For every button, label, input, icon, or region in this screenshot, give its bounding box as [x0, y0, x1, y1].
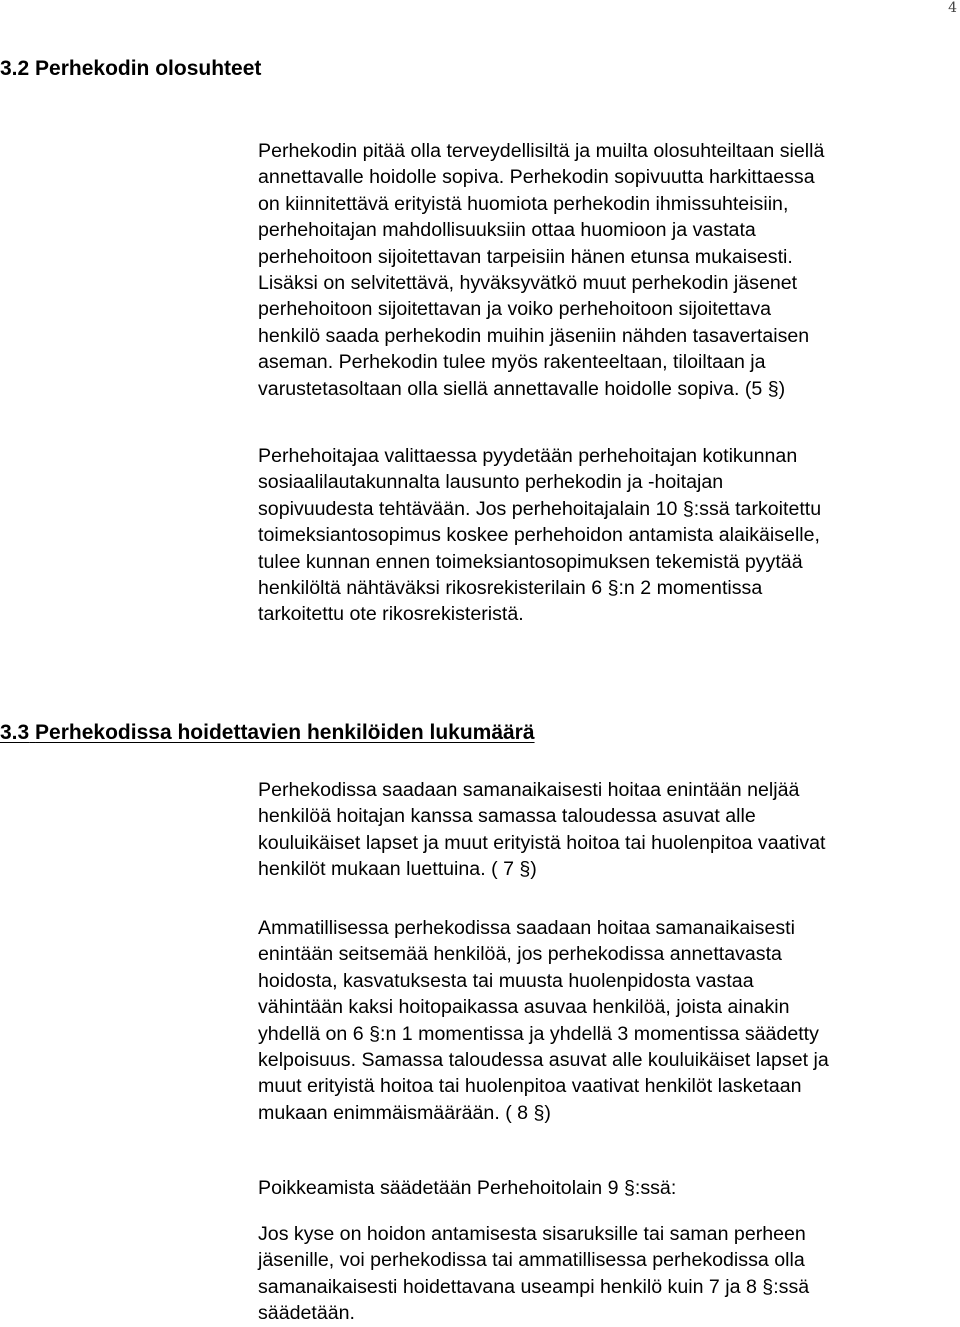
- paragraph-perhekodin-lukumaara: [258, 777, 958, 883]
- text-line: Perhehoitajaa valittaessa pyydetään perhehoitajan kotikunnan: [258, 445, 798, 467]
- text-line: muut erityistä hoitoa tai huolenpitoa vaativat henkilöt lasketaan: [258, 1075, 802, 1098]
- text-line: aseman. Perhekodin tulee myös rakenteeltaan, tiloiltaan ja: [258, 351, 766, 374]
- text-line: perhehoitoon sijoitettavan tarpeisiin hänen etunsa mukaisesti.: [258, 245, 793, 268]
- text-line: henkilöt mukaan luettuina. ( 7 §): [258, 858, 537, 881]
- text-line: sopivuudesta tehtävään. Jos perhehoitajalain 10 §:ssä tarkoitettu: [258, 497, 822, 520]
- page-number: 4: [948, 0, 957, 16]
- paragraph-perhehoitajan-valinta: [258, 443, 958, 628]
- text-line: enintään seitsemää henkilöä, jos perhekodissa annettavasta: [258, 943, 782, 966]
- section-heading-text: Perhekodissa hoidettavien henkilöiden lukumäärä: [35, 721, 535, 744]
- text-line: hoidosta, kasvatuksesta tai muusta huolenpidosta vastaa: [258, 969, 754, 992]
- text-line: on kiinnitettävä erityistä huomiota perhekodin ihmissuhteisiin,: [258, 192, 789, 215]
- text-line: henkilöltä nähtäväksi rikosrekisterilain 6 §:n 2 momentissa: [258, 577, 763, 600]
- text-line: henkilö saada perhekodin muihin jäseniin nähden tasavertaisen: [258, 324, 810, 347]
- text-line: sosiaalilautakunnalta lausunto perhekodin ja -hoitajan: [258, 471, 724, 494]
- text-line: tulee kunnan ennen toimeksiantosopimuksen tekemistä pyytää: [258, 550, 803, 573]
- text-line: vähintään kaksi hoitopaikassa asuvaa henkilöä, joista ainakin: [258, 996, 790, 1019]
- paragraph-sisarukset: [258, 1221, 958, 1327]
- section-heading-3-2: 3.2 Perhekodin olosuhteet: [0, 57, 262, 80]
- section-heading-number: 3.3: [0, 721, 30, 744]
- text-line: kelpoisuus. Samassa taloudessa asuvat alle kouluikäiset lapset ja: [258, 1049, 829, 1072]
- text-line: varustetasoltaan olla siellä annettavalle hoidolle sopiva. (5 §): [258, 377, 786, 400]
- section-heading-3-3: [0, 720, 535, 746]
- text-line: samanaikaisesti hoidettavana useampi henkilö kuin 7 ja 8 §:ssä: [258, 1275, 810, 1298]
- text-line: Ammatillisessa perhekodissa saadaan hoitaa samanaikaisesti: [258, 917, 795, 939]
- text-line: tarkoitettu ote rikosrekisteristä.: [258, 603, 524, 626]
- text-line: annettavalle hoidolle sopiva. Perhekodin sopivuutta harkittaessa: [258, 166, 815, 189]
- text-line: henkilöä hoitajan kanssa samassa taloudessa asuvat alle: [258, 805, 756, 828]
- text-line: mukaan enimmäismäärään. ( 8 §): [258, 1101, 551, 1124]
- text-line: säädetään.: [258, 1302, 355, 1325]
- text-line: toimeksiantosopimus koskee perhehoidon antamista alaikäiselle,: [258, 524, 820, 547]
- text-line: Jos kyse on hoidon antamisesta sisaruksille tai saman perheen: [258, 1223, 806, 1245]
- text-line: Perhekodissa saadaan samanaikaisesti hoitaa enintään neljää: [258, 779, 800, 801]
- text-line: kouluikäiset lapset ja muut erityistä hoitoa tai huolenpitoa vaativat: [258, 831, 826, 854]
- text-line: Lisäksi on selvitettävä, hyväksyvätkö muut perhekodin jäsenet: [258, 272, 798, 295]
- paragraph-ammatillinen-perhekoti: [258, 915, 958, 1126]
- paragraph-poikkeamista: [258, 1175, 958, 1201]
- text-line: perhehoitajan mahdollisuuksiin ottaa huomioon ja vastata: [258, 219, 756, 242]
- paragraph-perhekodin-sopivuus: [258, 138, 958, 402]
- text-line: Perhekodin pitää olla terveydellisiltä ja muilta olosuhteiltaan siellä: [258, 140, 825, 162]
- text-line: Poikkeamista säädetään Perhehoitolain 9 §:ssä:: [258, 1177, 677, 1199]
- text-line: perhehoitoon sijoitettavan ja voiko perhehoitoon sijoitettava: [258, 298, 772, 321]
- text-line: jäsenille, voi perhekodissa tai ammatillisessa perhekodissa olla: [258, 1249, 805, 1272]
- text-line: yhdellä on 6 §:n 1 momentissa ja yhdellä 3 momentissa säädetty: [258, 1022, 819, 1045]
